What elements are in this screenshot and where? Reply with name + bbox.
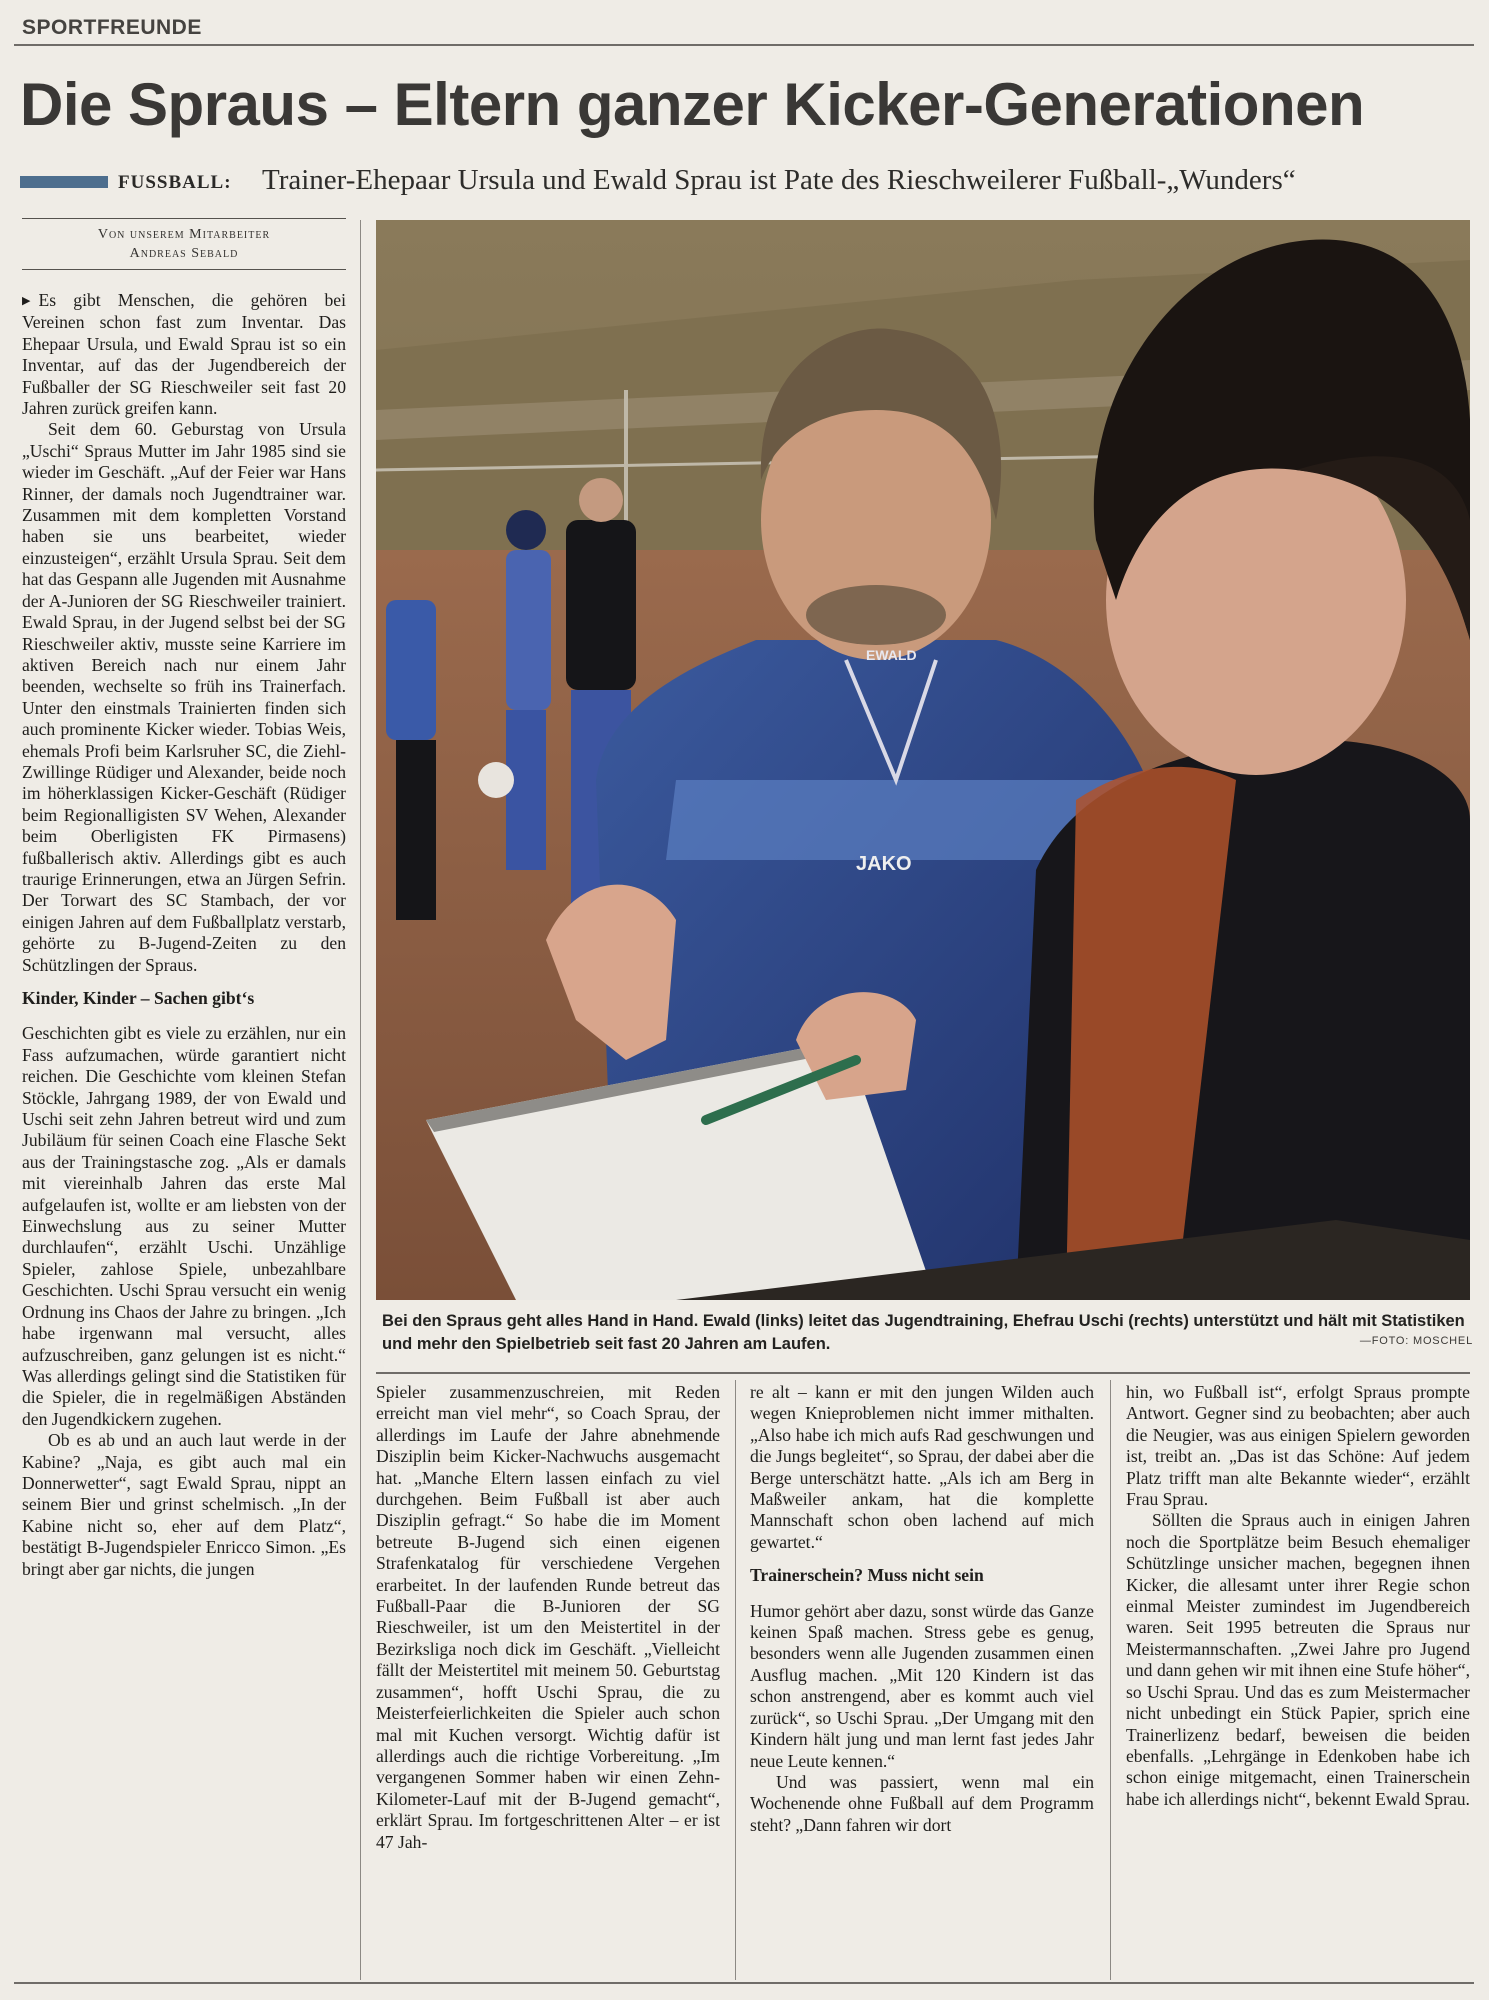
triangle-bullet-icon: ▶ [22,295,31,307]
col3-subhead: Trainerschein? Muss nicht sein [750,1565,984,1586]
col4-paragraph-2: Söllten die Spraus auch in einigen Jahren noch die Sportplätze beim Besuch ehemaliger Schützlinge unsicher machen, begegnen ihnen Kicker, die allesamt unter ihrer Regie schon einmal Meister zumindest im Jugendbereich waren. Seit 1995 betreuten die Spraus nur Meistermannschaften. „Zwei Jahre pro Jugend und dann gehen wir mit ihnen eine Stufe höher“, so Uschi Sprau. Und das es zum Meistermacher nicht unbedingt ein Stück Papier, sprich eine Trainerlizenz bedarf, beweisen die beiden ebenfalls. „Lehrgänge in Edenkoben habe ich schon einige mitgemacht, einen Trainerschein habe ich allerdings nicht“, bekennt Ewald Sprau. [1126,1510,1470,1809]
deck-text: Trainer-Ehepaar Ursula und Ewald Sprau ist Pate des Rieschweilerer Fußball-„Wunders“ [262,164,1296,196]
photo-illustration [376,220,1470,1300]
byline [22,218,346,270]
col1-subhead: Kinder, Kinder – Sachen gibt‘s [22,988,255,1008]
col3-paragraph-1: re alt – kann er mit den jungen Wilden auch wegen Knieproblemen nicht immer mithalten. „Also habe ich mich aufs Rad geschwungen und die Jungs begleitet“, so Sprau, der dabei aber die Berge unterschätzt hatte. „Als ich am Berg in Maßweiler ankam, hat die komplette Mannschaft schon oben lachend auf mich gewartet.“ [750,1382,1094,1552]
caption-rule [376,1372,1470,1374]
kicker-bar [20,176,108,188]
bottom-rule [14,1982,1474,1984]
headline: Die Spraus – Eltern ganzer Kicker-Generationen [20,71,1365,138]
photo-caption: Bei den Spraus geht alles Hand in Hand. Ewald (links) leitet das Jugendtraining, Ehefrau Uschi (rechts) unterstützt und hält mit Statistiken und mehr den Spielbetrieb seit fast 20 Jahren am Laufen. [382,1312,1465,1353]
column-separator [735,1380,736,1980]
col1-paragraph-1: ▶ Es gibt Menschen, die gehören bei Vereinen schon fast zum Inventar. Das Ehepaar Ursula, und Ewald Sprau ist so ein Inventar, auf das der Jugendbereich der Fußballer der SG Rieschweiler seit fast 20 Jahren zurück greifen kann. [22,290,346,419]
photo-credit: —FOTO: MOSCHEL [1359,1335,1473,1347]
col4-paragraph-1: hin, wo Fußball ist“, erfolgt Spraus prompte Antwort. Gegner sind zu beobachten; aber auch die Neugier, was aus einigen Spielern geworden ist, treibt an. „Das ist das Schöne: Auf jedem Platz trifft man alte Bekannte wieder“, erzählt Frau Sprau. [1126,1382,1470,1510]
jacket-brand-text: JAKO [856,853,912,875]
byline-line1: Von unserem Mitarbeiter [97,227,271,242]
col2-paragraph-1: Spieler zusammenzuschreien, mit Reden erreicht man viel mehr“, so Coach Sprau, der allerdings im Laufe der Jahre abnehmende Disziplin beim Kicker-Nachwuchs ausgemacht hat. „Manche Eltern lassen einfach zu viel durchgehen. Beim Fußball ist aber auch Disziplin gefragt.“ So habe die im Moment betreute B-Jugend sich einen eigenen Strafenkatalog für verschiedene Vergehen erarbeitet. In der laufenden Runde betreut das Fußball-Paar die B-Junioren der SG Rieschweiler, ist um den Meistertitel in der Bezirksliga noch dick im Geschäft. „Vielleicht fällt der Meistertitel mit meinem 50. Geburtstag zusammen“, hofft Uschi Sprau, die zu Meisterfeierlichkeiten die Spieler auch schon mal mit Kuchen versorgt. Wichtig dafür ist allerdings auch die richtige Vorbereitung. „Im vergangenen Sommer haben wir einen Zehn-Kilometer-Lauf mit der B-Jugend gemacht“, erklärt Sprau. Im fortgeschrittenen Alter – er ist 47 Jah- [376,1382,720,1852]
col1-paragraph-3: Geschichten gibt es viele zu erzählen, nur ein Fass aufzumachen, würde garantiert nicht reichen. Die Geschichte vom kleinen Stefan Stöckle, Jahrgang 1989, der von Ewald und Uschi seit zehn Jahren betreut wird und zum Jubiläum für seinen Coach eine Flasche Sekt aus der Trainingstasche zog. „Als er damals mit viereinhalb Jahren das erste Mal aufgelaufen ist, wollte er am liebsten von der Einwechslung aus zu seiner Mutter durchlaufen“, erzählt Uschi. Unzählige Spieler, zahlose Spiele, unbezahlbare Geschichten. Uschi Sprau versucht ein wenig Ordnung ins Chaos der Jahre zu bringen. „Ich habe irgenwann mal versucht, alles aufzuschreiben, ganz gelungen ist es nicht.“ Was allerdings gelingt sind die Statistiken für die Spieler, die in regelmäßigen Abständen den Jugendkickern zugehen. [22,1023,346,1429]
column-1 [22,290,346,1580]
column-separator [360,220,361,1980]
kicker-label: FUSSBALL: [118,172,232,193]
jacket-name-text: EWALD [866,647,917,663]
col1-paragraph-4: Ob es ab und an auch laut werde in der Kabine? „Naja, es gibt auch mal ein Donnerwetter“, sagt Ewald Sprau, nippt an seinem Bier und grinst schelmisch. „In der Kabine nicht so, eher auf dem Platz“, bestätigt B-Jugendspieler Enricco Simon. „Es bringt aber gar nichts, die jungen [22,1430,346,1579]
byline-author: Andreas Sebald [129,246,239,261]
column-4 [1126,1382,1470,1810]
column-3 [750,1382,1094,1836]
news-photo [376,220,1470,1300]
section-rubric [14,10,1474,46]
col1-paragraph-2: Seit dem 60. Geburstag von Ursula „Uschi“ Spraus Mutter im Jahr 1985 sind sie wieder im Geschäft. „Auf der Feier war Hans Rinner, der damals noch Jugendtrainer war. Zusammen mit dem kompletten Vorstand haben sie uns bearbeitet, wieder einzusteigen“, erzählt Ursula Sprau. Seit dem hat das Gespann alle Jugenden mit Ausnahme der A-Junioren der SG Rieschweiler trainiert. Ewald Sprau, in der Jugend selbst bei der SG Rieschweiler aktiv, musste seine Karriere im aktiven Bereich nach nur einem Jahr beenden, wechselte so früh ins Trainerfach. Unter den einstmals Trainierten finden sich auch prominente Kicker wieder. Tobias Weis, ehemals Profi beim Karlsruher SC, die Ziehl-Zwillinge Rüdiger und Alexander, beide noch im höherklassigen Kicker-Geschäft (Rüdiger beim Regionalligisten SV Wehen, Alexander beim Oberligisten FK Pirmasens) fußballerisch aktiv. Allerdings gibt es auch traurige Erinnerungen, etwa an Jürgen Sefrin. Der Torwart des SC Stambach, der vor einigen Jahren auf dem Fußballplatz verstarb, gehörte zu B-Jugend-Zeiten zu den Schützlingen der Spraus. [22,419,346,975]
col3-paragraph-2: Humor gehört aber dazu, sonst würde das Ganze keinen Spaß machen. Stress gebe es genug, besonders wenn alle Jugenden zusammen einen Ausflug machen. „Mit 120 Kindern ist das schon anstrengend, aber es kommt auch viel zurück“, so Uschi Sprau. „Der Umgang mit den Kindern hält jung und man lernt fast jedes Jahr neue Leute kennen.“ [750,1600,1094,1771]
col3-paragraph-3: Und was passiert, wenn mal ein Wochenende ohne Fußball auf dem Programm steht? „Dann fahren wir dort [750,1771,1094,1835]
column-separator [1110,1380,1111,1980]
subheadline [20,162,1480,202]
section-label: SPORTFREUNDE [22,16,202,39]
column-2 [376,1382,720,1853]
